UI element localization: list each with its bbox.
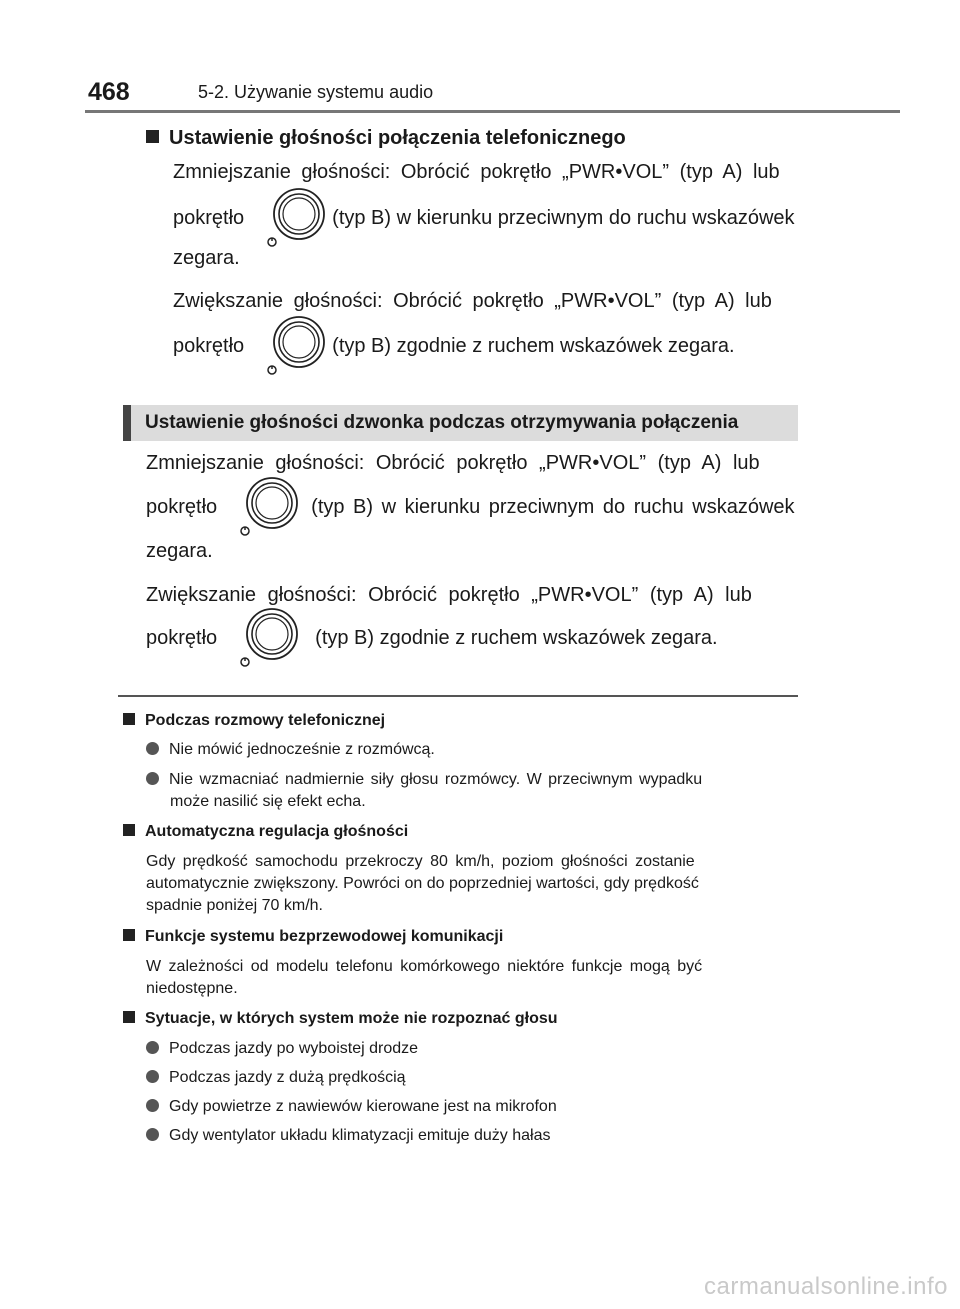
- text-line: zegara.: [173, 247, 240, 269]
- circle-bullet-icon: [146, 1128, 159, 1141]
- square-bullet-icon: [123, 1011, 135, 1023]
- list-item-text: Gdy wentylator układu klimatyzacji emituje duży hałas: [169, 1127, 551, 1144]
- circle-bullet-icon: [146, 742, 159, 755]
- note-heading-text: Automatyczna regulacja głośności: [145, 823, 409, 840]
- list-item: [146, 1039, 418, 1059]
- text-line: W zależności od modelu telefonu komórkowego niektóre funkcje mogą być: [146, 958, 703, 975]
- section-heading-call-volume: [146, 127, 626, 150]
- circle-bullet-icon: [146, 1099, 159, 1112]
- text-line: automatycznie zwiększony. Powróci on do poprzedniej wartości, gdy prędkość: [146, 875, 699, 892]
- chapter-title: 5-2. Używanie systemu audio: [198, 82, 434, 102]
- text-line: niedostępne.: [146, 980, 238, 997]
- note-heading-auto-volume: [123, 822, 408, 842]
- paragraph-line: [173, 160, 798, 184]
- text-line: (typ B) zgodnie z ruchem wskazówek zegara.: [332, 335, 735, 357]
- text-line: pokrętło: [173, 207, 245, 229]
- paragraph-line: [173, 314, 798, 378]
- text-line: Zmniejszanie głośności: Obrócić pokrętło „PWR•VOL” (typ A) lub: [173, 161, 780, 183]
- text-line: (typ B) w kierunku przeciwnym do ruchu wskazówek: [332, 207, 795, 229]
- paragraph-line: [146, 583, 798, 607]
- text-line: zegara.: [146, 540, 213, 562]
- tune-scroll-knob-icon: [239, 606, 299, 670]
- list-item-text: Gdy powietrze z nawiewów kierowane jest na mikrofon: [169, 1098, 557, 1115]
- tune-scroll-knob-icon: [266, 186, 326, 250]
- note-heading-wireless: [123, 927, 503, 947]
- note-paragraph-line: [146, 852, 695, 872]
- notes-divider: [118, 695, 798, 697]
- header-divider: [85, 110, 900, 113]
- text-line: spadnie poniżej 70 km/h.: [146, 897, 323, 914]
- note-paragraph-line: [146, 957, 702, 977]
- text-line: pokrętło: [173, 335, 245, 357]
- list-item: [146, 770, 798, 790]
- text-line: Zwiększanie głośności: Obrócić pokrętło „PWR•VOL” (typ A) lub: [173, 290, 772, 312]
- text-line: (typ B) w kierunku przeciwnym do ruchu wskazówek: [311, 496, 795, 518]
- paragraph-line: [173, 289, 798, 313]
- note-paragraph-line: [146, 874, 699, 894]
- list-item-continuation: [170, 792, 366, 812]
- paragraph-line: [146, 539, 213, 563]
- paragraph-line: [146, 475, 798, 539]
- text-line: Zwiększanie głośności: Obrócić pokrętło „PWR•VOL” (typ A) lub: [146, 584, 752, 606]
- circle-bullet-icon: [146, 1070, 159, 1083]
- note-paragraph-line: [146, 896, 323, 916]
- text-line: Gdy prędkość samochodu przekroczy 80 km/h, poziom głośności zostanie: [146, 853, 695, 870]
- page-number: 468: [88, 78, 130, 106]
- square-bullet-icon: [123, 824, 135, 836]
- list-item-text: Podczas jazdy z dużą prędkością: [169, 1069, 406, 1086]
- list-item-text: Nie mówić jednocześnie z rozmówcą.: [169, 741, 435, 758]
- watermark: carmanualsonline.info: [704, 1273, 948, 1300]
- note-heading-voice: [123, 1009, 558, 1029]
- list-item: [146, 1097, 557, 1117]
- square-bullet-icon: [123, 713, 135, 725]
- section-heading-text: Ustawienie głośności połączenia telefonicznego: [169, 127, 626, 149]
- text-line: (typ B) zgodnie z ruchem wskazówek zegara.: [315, 627, 718, 649]
- bar-accent: [123, 405, 131, 441]
- tune-scroll-knob-icon: [266, 314, 326, 378]
- paragraph-line: [146, 606, 798, 670]
- square-bullet-icon: [123, 929, 135, 941]
- note-paragraph-line: [146, 979, 238, 999]
- note-heading-text: Sytuacje, w których system może nie rozpoznać głosu: [145, 1010, 558, 1027]
- circle-bullet-icon: [146, 1041, 159, 1054]
- note-heading-text: Funkcje systemu bezprzewodowej komunikacji: [145, 928, 504, 945]
- section-bar-title: Ustawienie głośności dzwonka podczas otrzymywania połączenia: [145, 412, 739, 433]
- text-line: pokrętło: [146, 496, 218, 518]
- list-item-text: Nie wzmacniać nadmiernie siły głosu rozmówcy. W przeciwnym wypadku: [169, 771, 703, 788]
- paragraph-line: [146, 451, 798, 475]
- list-item: [146, 1126, 551, 1146]
- list-item: [146, 1068, 406, 1088]
- text-line: Zmniejszanie głośności: Obrócić pokrętło „PWR•VOL” (typ A) lub: [146, 452, 760, 474]
- list-item: [146, 740, 435, 760]
- paragraph-line: [173, 246, 240, 270]
- note-heading-text: Podczas rozmowy telefonicznej: [145, 712, 386, 729]
- square-bullet-icon: [146, 130, 159, 143]
- text-line: pokrętło: [146, 627, 218, 649]
- section-bar-ringtone-volume: [123, 405, 798, 441]
- tune-scroll-knob-icon: [239, 475, 299, 539]
- circle-bullet-icon: [146, 772, 159, 785]
- paragraph-line: [173, 186, 798, 250]
- list-item-text: Podczas jazdy po wyboistej drodze: [169, 1040, 419, 1057]
- note-heading-call: [123, 711, 385, 731]
- list-item-text: może nasilić się efekt echa.: [170, 793, 366, 810]
